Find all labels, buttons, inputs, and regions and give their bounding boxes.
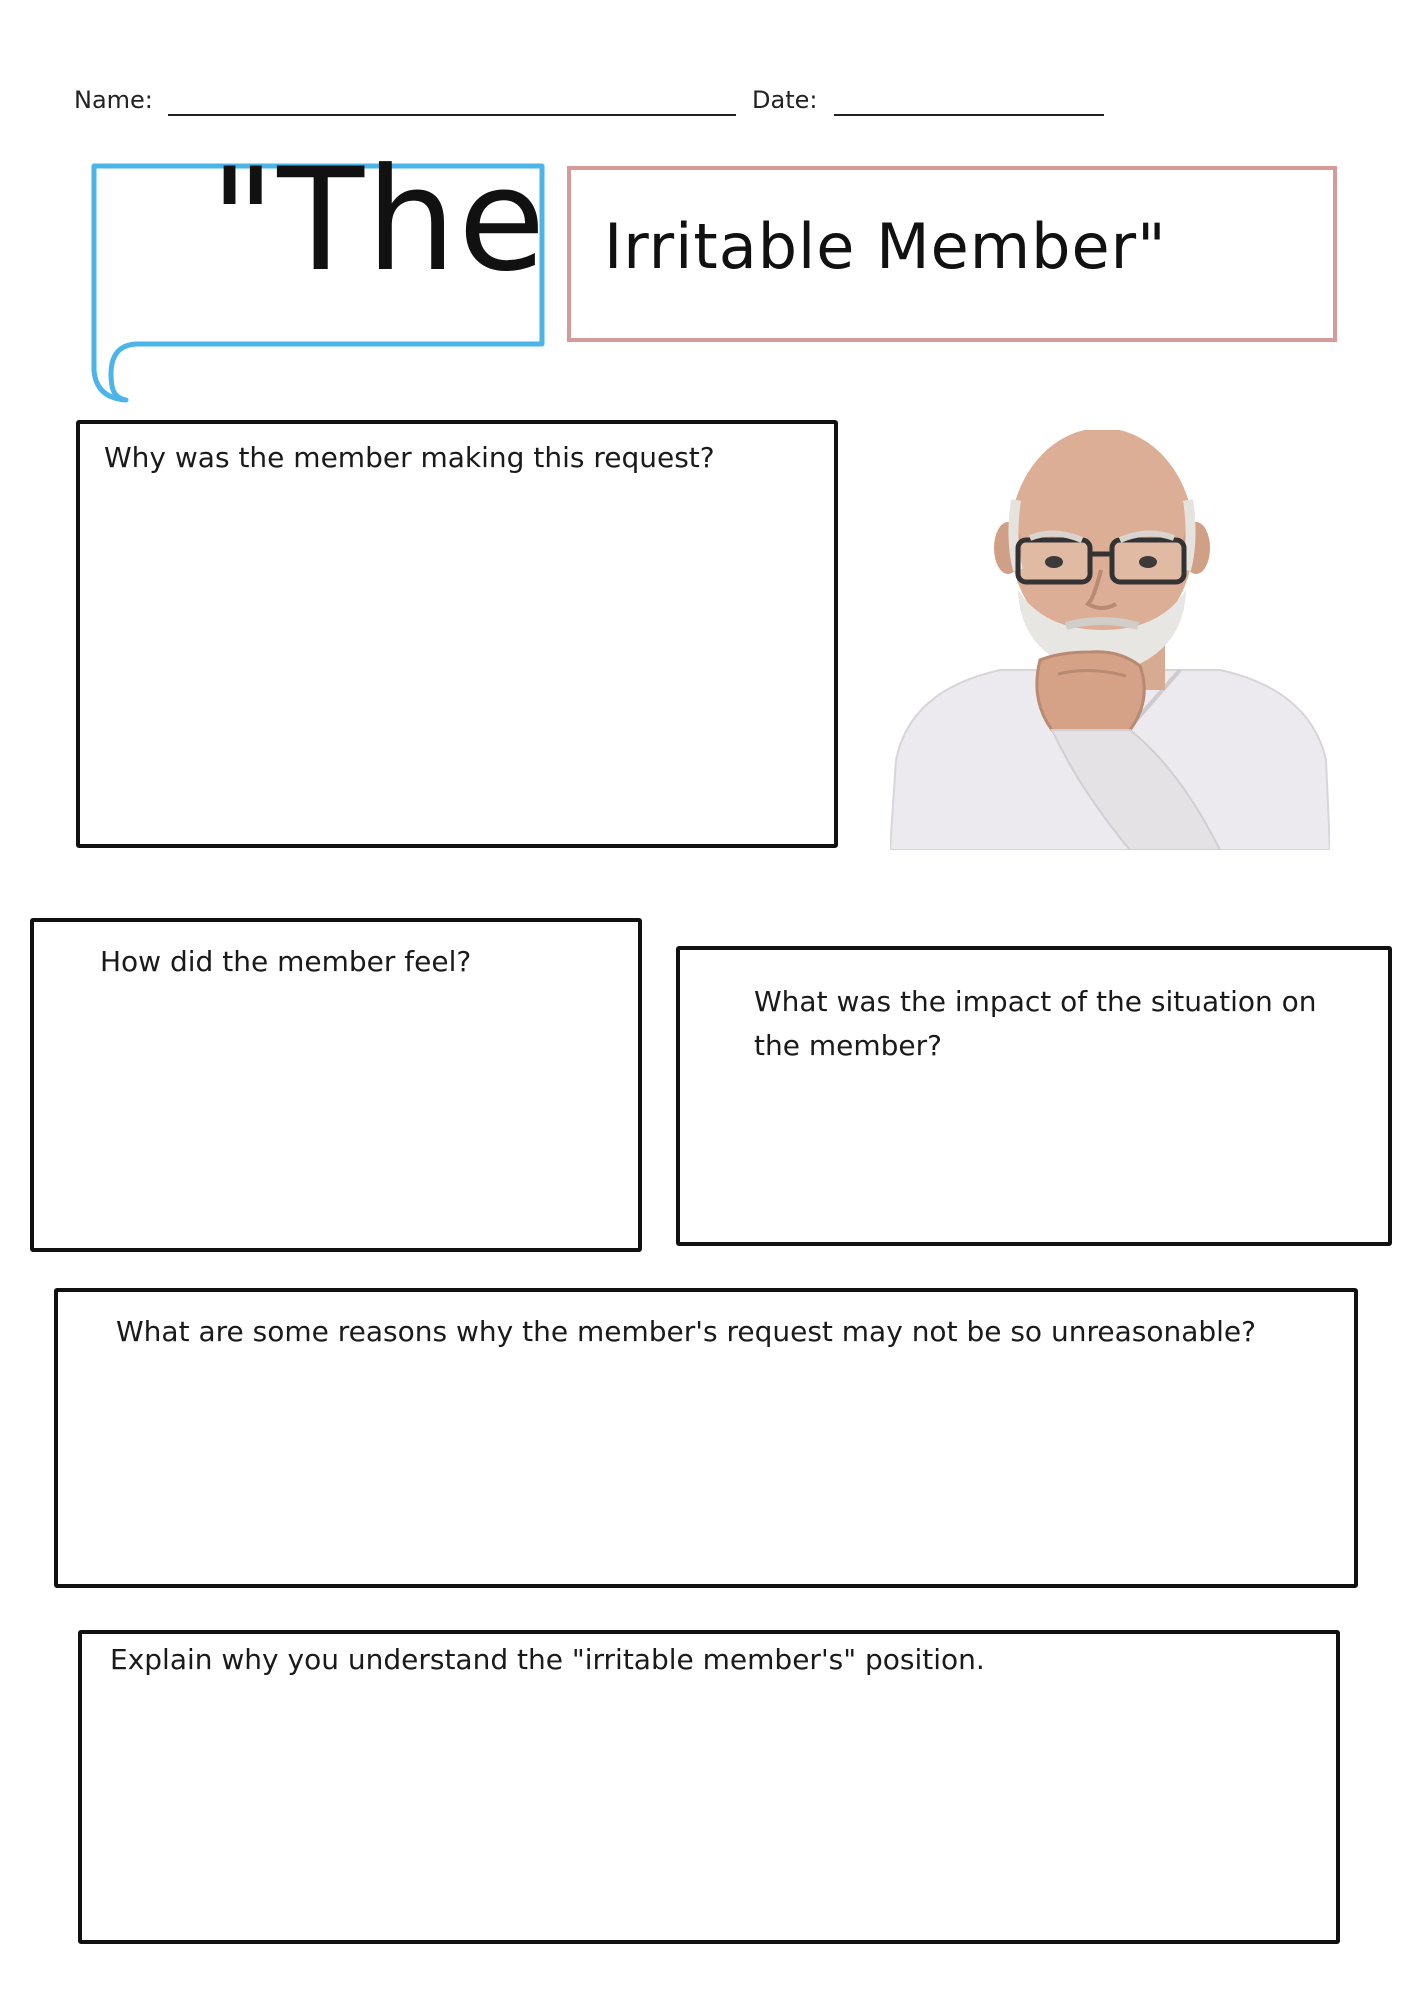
- date-field[interactable]: [834, 114, 1104, 116]
- name-field[interactable]: [168, 114, 736, 116]
- question-request-reason: Why was the member making this request?: [104, 441, 715, 474]
- name-label: Name:: [74, 86, 153, 114]
- date-label: Date:: [752, 86, 818, 114]
- title-part-2: Irritable Member": [604, 210, 1167, 283]
- person-photo-icon: [890, 430, 1330, 850]
- title-part-1: "The: [210, 138, 548, 303]
- question-impact-line-2: the member?: [754, 1029, 943, 1062]
- answer-box-request-reason[interactable]: [76, 420, 838, 848]
- question-member-feel: How did the member feel?: [100, 945, 472, 978]
- question-position: Explain why you understand the "irritable member's" position.: [110, 1643, 985, 1676]
- question-reasons: What are some reasons why the member's request may not be so unreasonable?: [116, 1315, 1257, 1348]
- question-impact-line-1: What was the impact of the situation on: [754, 985, 1317, 1018]
